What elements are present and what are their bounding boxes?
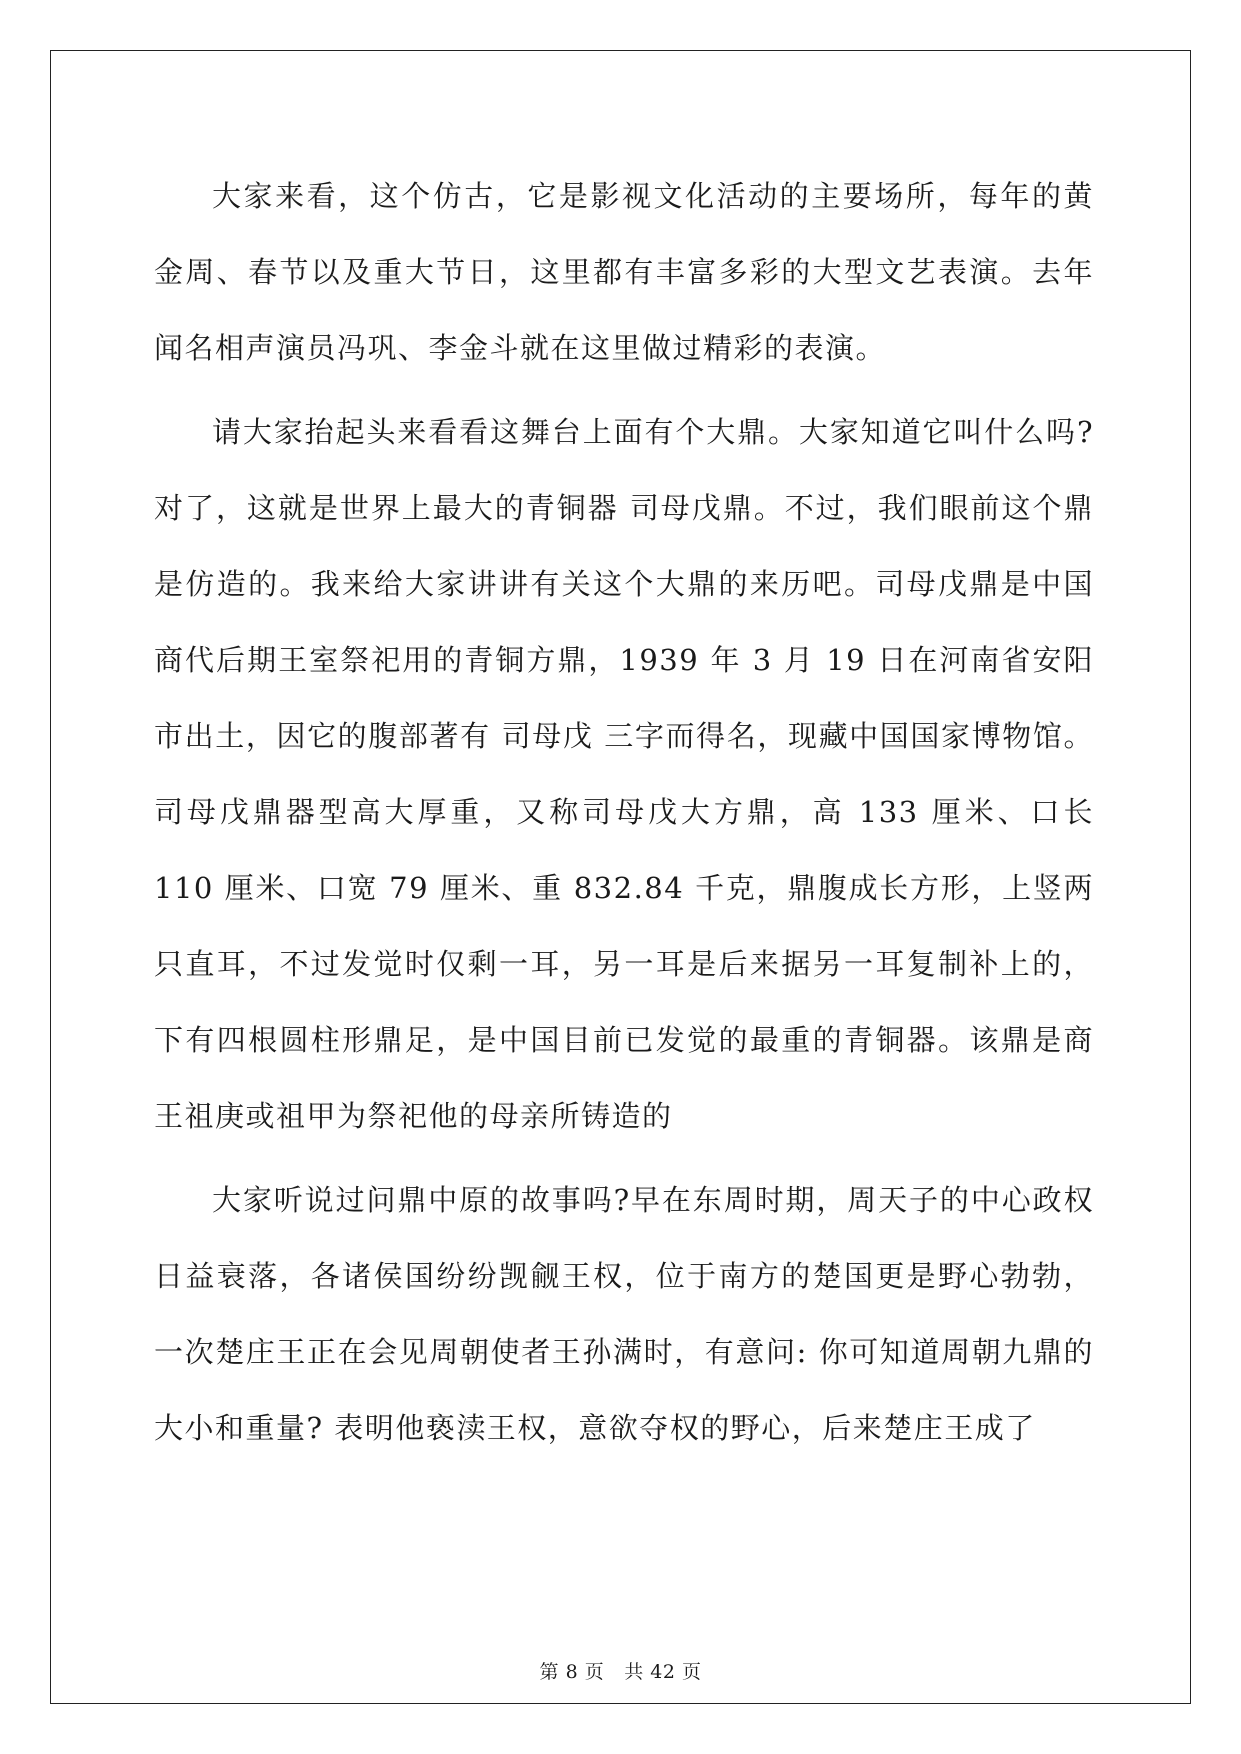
paragraph-2: 请大家抬起头来看看这舞台上面有个大鼎。大家知道它叫什么吗?对了，这就是世界上最大的青铜器 司母戊鼎。不过，我们眼前这个鼎是仿造的。我来给大家讲讲有关这个大鼎的来历吧。司母戊鼎是中国商代后期王室祭祀用的青铜方鼎，1939 年 3 月 19 日在河南省安阳市出土，因它的腹部著有 司母戊 三字而得名，现藏中国国家博物馆。司母戊鼎器型高大厚重，又称司母戊大方鼎，高 133 厘米、口长 110 厘米、口宽 79 厘米、重 832.84 千克，鼎腹成长方形，上竖两只直耳，不过发觉时仅剩一耳，另一耳是后来据另一耳复制补上的，下有四根圆柱形鼎足，是中国目前已发觉的最重的青铜器。该鼎是商王祖庚或祖甲为祭祀他的母亲所铸造的 xyxy=(154,415,1094,1133)
paragraph-3: 大家听说过问鼎中原的故事吗?早在东周时期，周天子的中心政权日益衰落，各诸侯国纷纷觊觎王权，位于南方的楚国更是野心勃勃，一次楚庄王正在会见周朝使者王孙满时，有意问: 你可知道周朝九鼎的大小和重量? 表明他亵渎王权，意欲夺权的野心，后来楚庄王成了 xyxy=(154,1183,1094,1445)
page-total: 共 42 页 xyxy=(624,1661,702,1683)
paragraph-1: 大家来看，这个仿古，它是影视文化活动的主要场所，每年的黄金周、春节以及重大节日，这里都有丰富多彩的大型文艺表演。去年闻名相声演员冯巩、李金斗就在这里做过精彩的表演。 xyxy=(154,179,1094,365)
page-number: 第 8 页 xyxy=(539,1661,605,1683)
document-body xyxy=(154,158,1094,1474)
page-footer xyxy=(0,1657,1241,1684)
